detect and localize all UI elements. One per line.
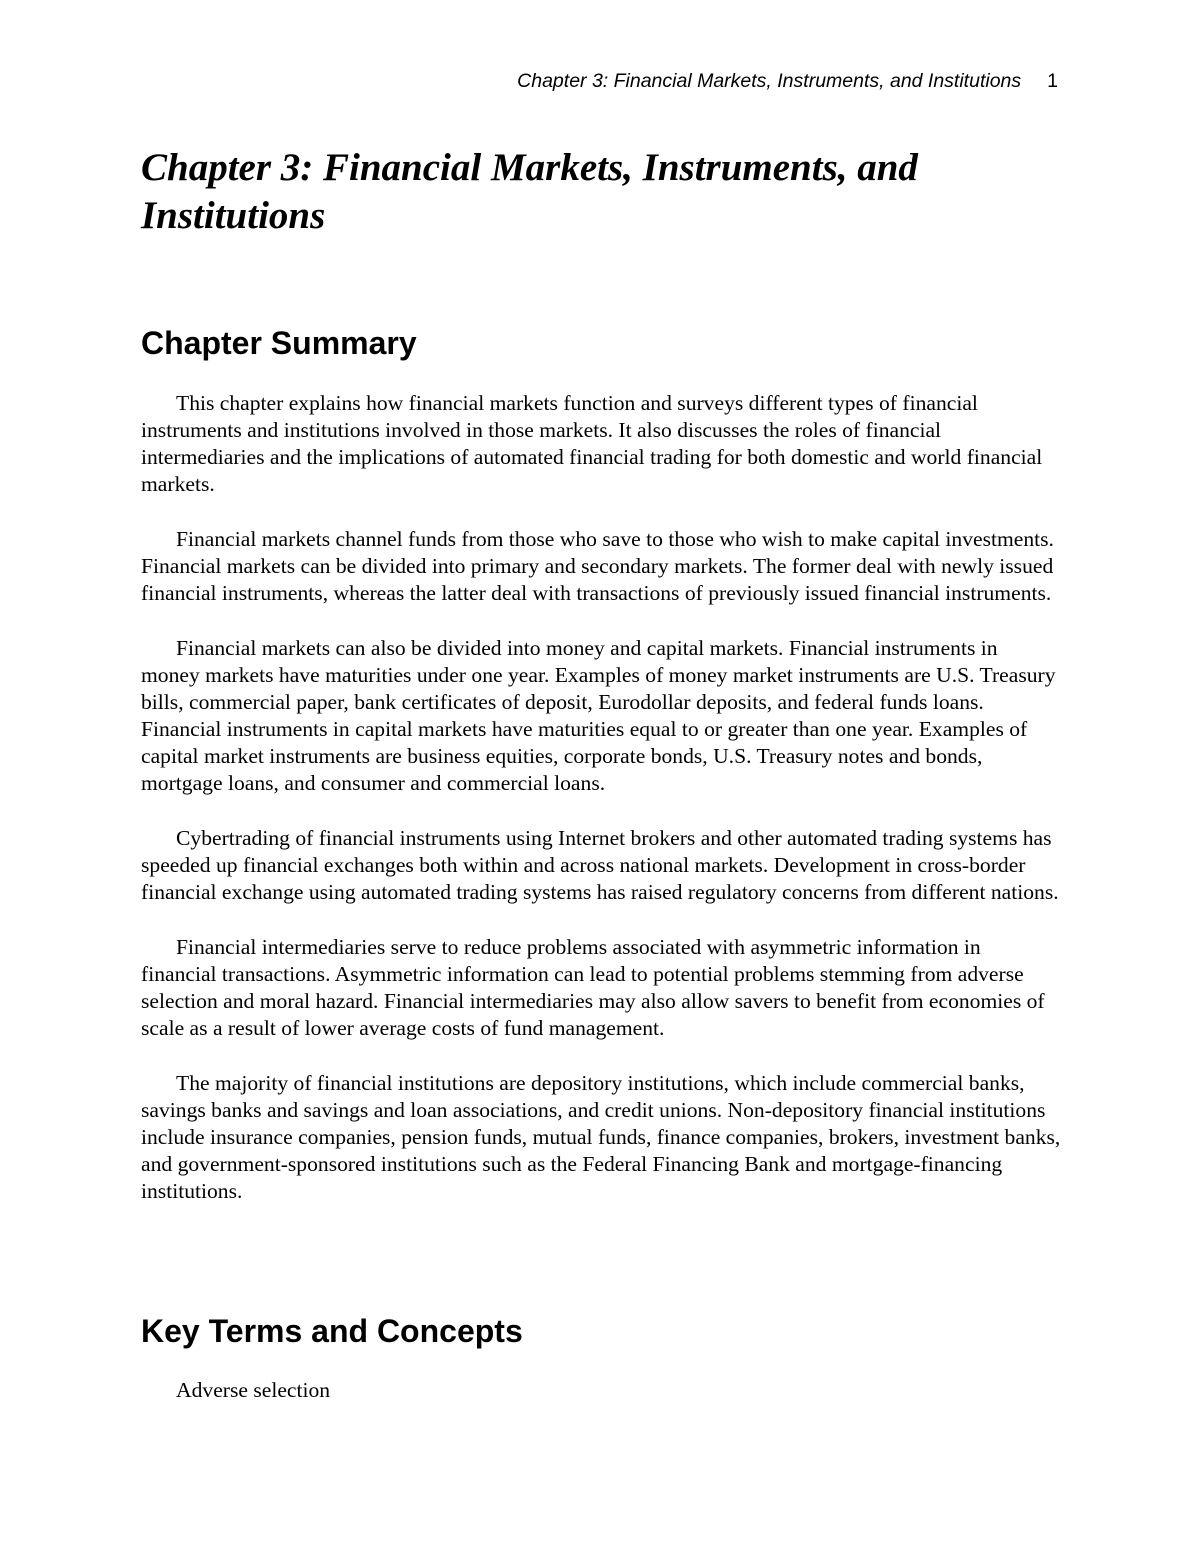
summary-paragraph: Financial markets can also be divided into money and capital markets. Financial instruments in money markets have maturities under one year. Examples of money market instruments are U.S. Treasury bills, commercial paper, bank certificates of deposit, Eurodollar deposits, and federal funds loans. Financial instruments in capital markets have maturities equal to or greater than one year. Examples of capital market instruments are business equities, corporate bonds, U.S. Treasury notes and bonds, mortgage loans, and consumer and commercial loans. [141,636,1056,795]
summary-paragraph: Financial markets channel funds from those who save to those who wish to make capital investments. Financial markets can be divided into primary and secondary markets. The former deal with newly issued financial instruments, whereas the latter deal with transactions of previously issued financial instruments. [141,527,1054,605]
key-term-item: Adverse selection [176,1378,331,1402]
chapter-summary-body [141,390,1061,1233]
running-header [517,70,1058,93]
page-number: 1 [1047,70,1058,92]
chapter-title: Chapter 3: Financial Markets, Instruments, and Institutions [141,146,918,237]
chapter-summary-heading: Chapter Summary [141,325,417,361]
summary-paragraph: Financial intermediaries serve to reduce problems associated with asymmetric information in financial transactions. Asymmetric information can lead to potential problems stemming from adverse selection and moral hazard. Financial intermediaries may also allow savers to benefit from economies of scale as a result of lower average costs of fund management. [141,935,1045,1040]
running-header-title: Chapter 3: Financial Markets, Instruments, and Institutions [517,70,1022,92]
summary-paragraph: The majority of financial institutions are depository institutions, which include commercial banks, savings banks and savings and loan associations, and credit unions. Non-depository financial institutions include insurance companies, pension funds, mutual funds, finance companies, brokers, investment banks, and government-sponsored institutions such as the Federal Financing Bank and mortgage-financing institutions. [141,1071,1061,1203]
key-terms-heading: Key Terms and Concepts [141,1313,523,1349]
summary-paragraph: This chapter explains how financial markets function and surveys different types of financial instruments and institutions involved in those markets. It also discusses the roles of financial intermediaries and the implications of automated financial trading for both domestic and world financial markets. [141,391,1043,496]
summary-paragraph: Cybertrading of financial instruments using Internet brokers and other automated trading systems has speeded up financial exchanges both within and across national markets. Development in cross-border financial exchange using automated trading systems has raised regulatory concerns from different nations. [141,826,1059,904]
